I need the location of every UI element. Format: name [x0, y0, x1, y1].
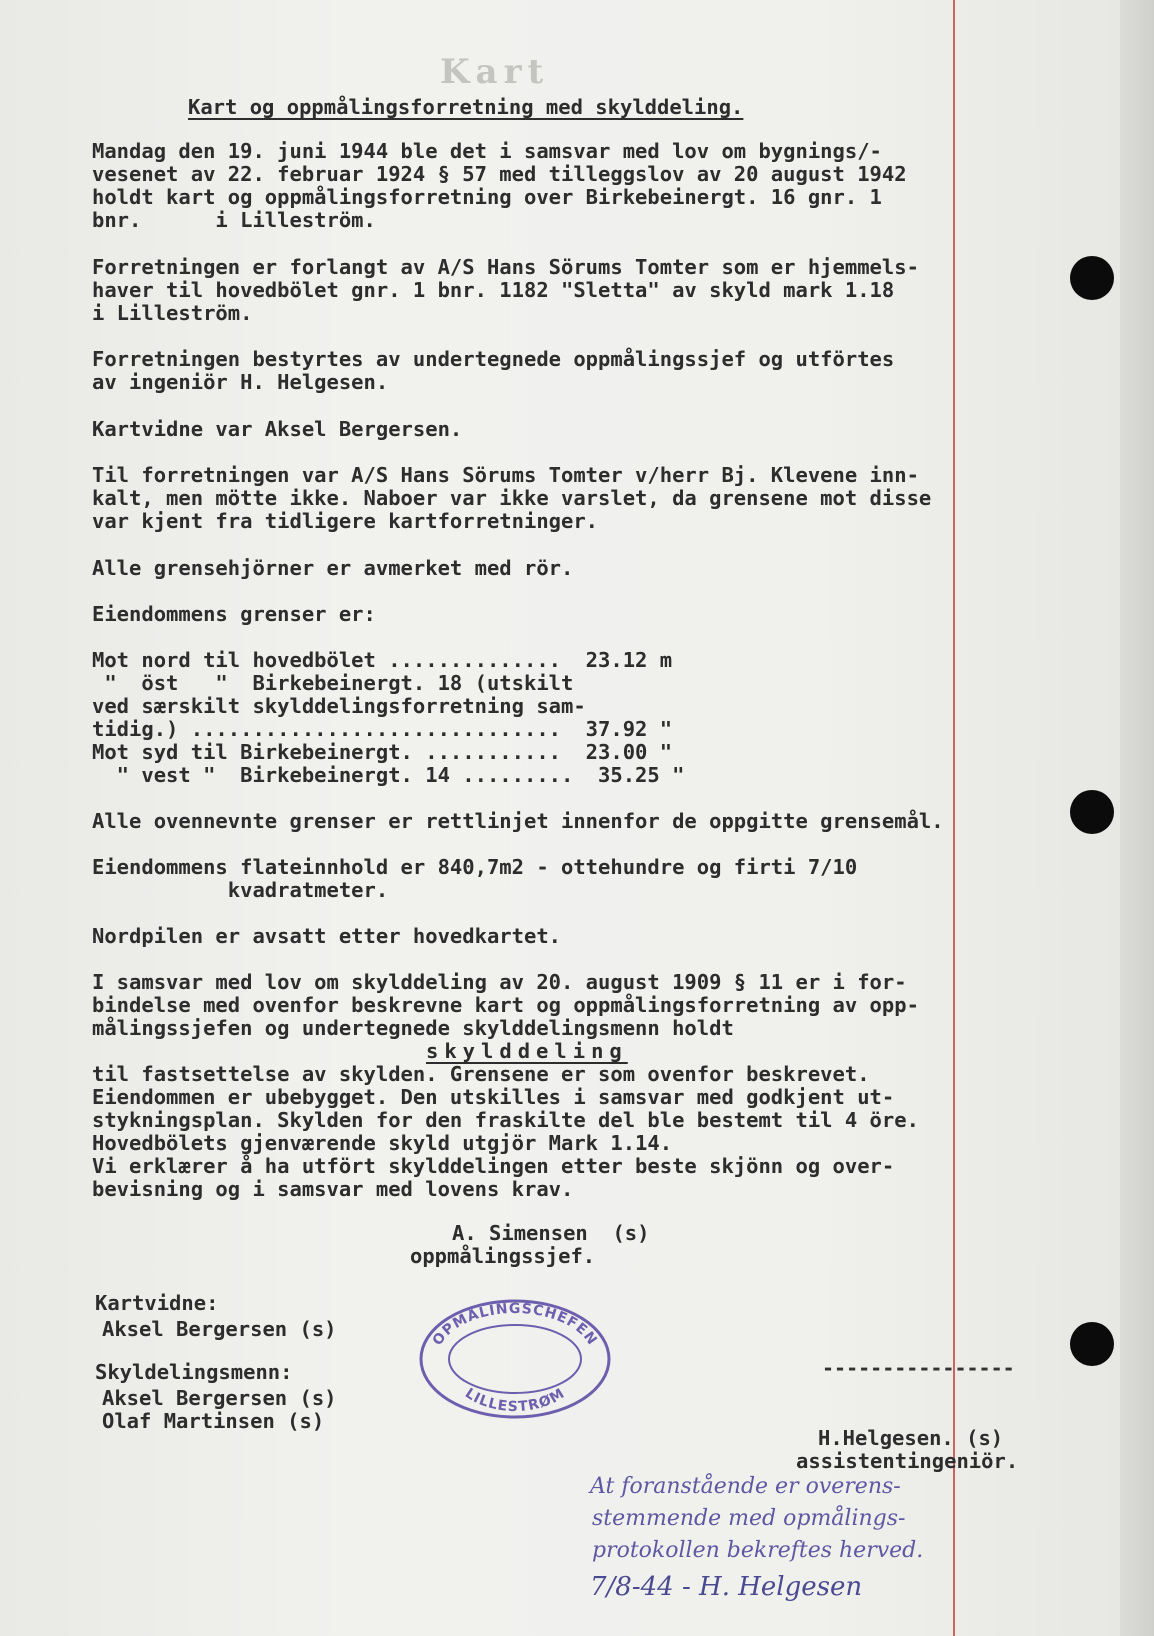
- stamp-top-text: OPMÅLINGSCHEFEN: [429, 1300, 601, 1349]
- paragraph-line: Hovedbölets gjenværende skyld utgjör Mark 1.14.: [92, 1131, 673, 1155]
- handwritten-note-line: protokollen bekreftes herved.: [592, 1538, 924, 1563]
- boundary-line: ved særskilt skylddelingsforretning sam-: [92, 694, 586, 718]
- punch-hole-bottom: [1070, 1322, 1114, 1366]
- stamp-bottom-text: LILLESTRØM: [462, 1385, 568, 1416]
- paragraph-line: bindelse med ovenfor beskrevne kart og oppmålingsforretning av opp-: [92, 993, 919, 1017]
- paragraph-line: I samsvar med lov om skylddeling av 20. august 1909 § 11 er i for-: [92, 970, 907, 994]
- signature-dash-line: ----------------: [822, 1356, 1015, 1380]
- kartvidne-name: Aksel Bergersen (s): [102, 1317, 337, 1341]
- signer-name: A. Simensen (s): [452, 1221, 650, 1245]
- paragraph-line: kalt, men mötte ikke. Naboer var ikke varslet, da grensene mot disse: [92, 486, 932, 510]
- page-edge: [1120, 0, 1154, 1636]
- svg-text:LILLESTRØM: [462, 1385, 568, 1415]
- paragraph-line: i Lilleström.: [92, 301, 253, 325]
- handwritten-note-line: stemmende med opmålings-: [592, 1506, 906, 1531]
- assistant-name: H.Helgesen. (s): [818, 1426, 1004, 1450]
- boundary-line: " öst " Birkebeinergt. 18 (utskilt: [92, 671, 574, 695]
- paragraph-line: målingssjefen og undertegnede skylddelingsmenn holdt: [92, 1016, 734, 1040]
- boundary-line: Mot nord til hovedbölet .............. 23.12 m: [92, 648, 673, 672]
- document-title: Kart og oppmålingsforretning med skylddeling.: [188, 95, 744, 119]
- skyldelingsmann-name: Aksel Bergersen (s): [102, 1386, 337, 1410]
- assistant-title: assistentingeniör.: [796, 1449, 1019, 1473]
- paragraph-line: til fastsettelse av skylden. Grensene er som ovenfor beskrevet.: [92, 1062, 870, 1086]
- paragraph-line: Vi erklærer å ha utfört skylddelingen etter beste skjönn og over-: [92, 1154, 895, 1178]
- faint-show-through-header: Kart: [440, 52, 550, 92]
- paragraph-line: Eiendommens grenser er:: [92, 602, 376, 626]
- paragraph-line: Eiendommens flateinnhold er 840,7m2 - ottehundre og firti 7/10: [92, 855, 858, 879]
- paragraph-line: Kartvidne var Aksel Bergersen.: [92, 417, 463, 441]
- official-stamp: [415, 1295, 615, 1423]
- boundary-line: tidig.) .............................. 37.92 ": [92, 717, 673, 741]
- skyldelingsmann-name: Olaf Martinsen (s): [102, 1409, 325, 1433]
- skylddeling-heading: skylddeling: [426, 1039, 628, 1063]
- paragraph-line: var kjent fra tidligere kartforretninger.: [92, 509, 599, 533]
- paragraph-line: Eiendommen er ubebygget. Den utskilles i samsvar med godkjent ut-: [92, 1085, 895, 1109]
- paragraph-line: Alle ovennevnte grenser er rettlinjet innenfor de oppgitte grensemål.: [92, 809, 944, 833]
- paragraph-line: bnr. i Lilleström.: [92, 208, 376, 232]
- red-margin-line: [953, 0, 955, 1636]
- paragraph-line: vesenet av 22. februar 1924 § 57 med tilleggslov av 20 august 1942: [92, 162, 907, 186]
- signer-title: oppmålingssjef.: [410, 1244, 596, 1268]
- paragraph-line: bevisning og i samsvar med lovens krav.: [92, 1177, 574, 1201]
- handwritten-signature: 7/8-44 - H. Helgesen: [590, 1572, 863, 1602]
- handwritten-note-line: At foranstående er overens-: [590, 1474, 901, 1499]
- paragraph-line: kvadratmeter.: [92, 878, 389, 902]
- skyldelingsmenn-label: Skyldelingsmenn:: [95, 1360, 293, 1384]
- paragraph-line: Forretningen bestyrtes av undertegnede oppmålingssjef og utförtes: [92, 347, 895, 371]
- paragraph-line: stykningsplan. Skylden for den fraskilte del ble bestemt til 4 öre.: [92, 1108, 919, 1132]
- boundary-line: " vest " Birkebeinergt. 14 ......... 35.25 ": [92, 763, 685, 787]
- paragraph-line: Alle grensehjörner er avmerket med rör.: [92, 556, 574, 580]
- punch-hole-middle: [1070, 790, 1114, 834]
- paragraph-line: Til forretningen var A/S Hans Sörums Tomter v/herr Bj. Klevene inn-: [92, 463, 919, 487]
- paragraph-line: Forretningen er forlangt av A/S Hans Sörums Tomter som er hjemmels-: [92, 255, 919, 279]
- kartvidne-label: Kartvidne:: [95, 1291, 219, 1315]
- paragraph-line: holdt kart og oppmålingsforretning over Birkebeinergt. 16 gnr. 1: [92, 185, 882, 209]
- paragraph-line: av ingeniör H. Helgesen.: [92, 370, 389, 394]
- paragraph-line: haver til hovedbölet gnr. 1 bnr. 1182 "Sletta" av skyld mark 1.18: [92, 278, 895, 302]
- punch-hole-top: [1070, 256, 1114, 300]
- paragraph-line: Nordpilen er avsatt etter hovedkartet.: [92, 924, 561, 948]
- paragraph-line: Mandag den 19. juni 1944 ble det i samsvar med lov om bygnings/-: [92, 139, 882, 163]
- boundary-line: Mot syd til Birkebeinergt. ........... 23.00 ": [92, 740, 673, 764]
